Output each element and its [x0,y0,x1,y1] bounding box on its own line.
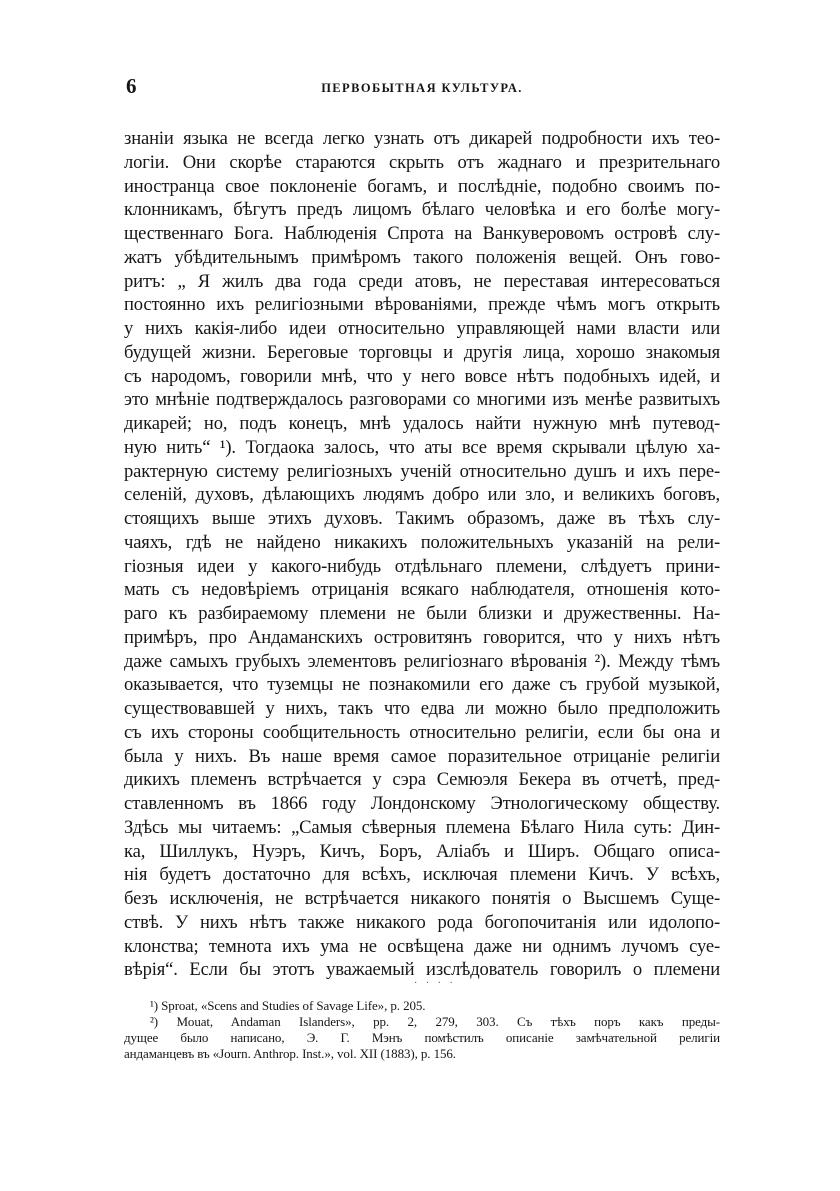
text-line: будущей жизни. Береговые торговцы и другія лица, хорошо знакомыя [124,341,720,363]
text-line: клонникамъ, бѣгутъ предъ лицомъ бѣлаго человѣка и его болѣе могу- [124,199,720,221]
text-line: дикарей; но, подъ конецъ, мнѣ удалось найти нужную мнѣ путевод- [124,413,720,434]
text-line: Здѣсь мы читаемъ: „Самыя сѣверныя племена Бѣлаго Нила суть: Дин- [124,816,720,838]
page-header [122,74,722,102]
text-line: безъ исключенія, не встрѣчается никакого понятія о Высшемъ Суще- [124,888,720,909]
text-line: съ ихъ стороны сообщительность относительно религіи, если бы она и [124,721,720,743]
text-line: стоящихъ выше этихъ духовъ. Такимъ образомъ, даже въ тѣхъ слу- [124,508,720,529]
page-number: 6 [126,74,137,98]
text-line: дикихъ племенъ встрѣчается у сэра Семюэля Бекера въ отчетѣ, пред- [124,769,720,791]
text-line: ставленномъ въ 1866 году Лондонскому Этнологическому обществу. [124,793,720,814]
text-line: щественнаго Бога. Наблюденія Спрота на Ванкуверовомъ островѣ слу- [124,223,720,244]
ornament-dots: · · · · [414,978,456,989]
text-line: существовавшей у нихъ, такъ что едва ли можно было предположить [124,698,720,719]
text-line: раго къ разбираемому племени не были близки и дружественны. На- [124,603,720,624]
footnotes [124,998,720,1062]
text-line: селеній, духовъ, дѣлающихъ людямъ добро или зло, и великихъ боговъ, [124,484,720,506]
text-line: оказывается, что туземцы не познакомили его даже съ грубой музыкой, [124,674,720,696]
body-text [124,127,720,982]
text-line: даже самыхъ грубыхъ элементовъ религіознаго вѣрованія ²). Между тѣмъ [124,650,720,672]
text-line: иностранца свое поклоненіе богамъ, и послѣдніе, подобно своимъ по- [124,175,720,197]
text-line: чаяхъ, гдѣ не найдено никакихъ положительныхъ указаній на рели- [124,531,720,553]
text-line: жатъ убѣдительнымъ примѣромъ такого положенія вещей. Онъ гово- [124,246,720,268]
text-line: была у нихъ. Въ наше время самое поразительное отрицаніе религіи [124,745,720,767]
text-line: клонства; темнота ихъ ума не освѣщена даже ни однимъ лучомъ суе- [124,935,720,957]
text-line: ствѣ. У нихъ нѣтъ также никакого рода богопочитанія или идолопо- [124,911,720,933]
text-line: вѣрія“. Если бы этотъ уважаемый изслѣдователь говорилъ о племени [124,959,720,981]
text-line: мать съ недовѣріемъ отрицанія всякаго наблюдателя, отношенія кото- [124,579,720,601]
footnote-2-line-3: андаманцевъ въ «Journ. Anthrop. Inst.», vol. XII (1883), p. 156. [124,1046,456,1061]
text-line: примѣръ, про Андаманскихъ островитянъ говорится, что у нихъ нѣтъ [124,626,720,648]
text-line: это мнѣніе подтверждалось разговорами со многими изъ менѣе развитыхъ [124,389,720,411]
text-line: ритъ: „ Я жилъ два года среди атовъ, не переставая интересоваться [124,270,720,292]
text-line: ка, Шиллукъ, Нуэръ, Кичъ, Боръ, Аліабъ и Ширъ. Общаго описа- [124,840,720,862]
text-line: у нихъ какія-либо идеи относительно управляющей нами власти или [124,318,720,339]
running-title: ПЕРВОБЫТНАЯ КУЛЬТУРА. [321,81,523,95]
footnote-1: ¹) Sproat, «Scens and Studies of Savage Life», p. 205. [150,998,426,1013]
footnote-2-line-1: ²) Mouat, Andaman Islanders», pp. 2, 279, 303. Съ тѣхъ поръ какъ преды- [150,1014,720,1029]
footnote-2-line-2: дущее было написано, Э. Г. Мэнъ помѣстилъ описаніе замѣчательной религіи [124,1030,720,1045]
text-line: нія будетъ достаточно для всѣхъ, исключая племени Кичъ. У всѣхъ, [124,864,720,886]
text-line: рактерную систему религіозныхъ ученій относительно душъ и ихъ пере- [124,460,720,482]
text-line: гіозныя идеи у какого-нибудь отдѣльнаго племени, слѣдуетъ прини- [124,555,720,577]
text-line: ную нить“ ¹). Тогдаока залось, что аты все время скрывали цѣлую ха- [124,436,720,458]
text-line: знаніи языка не всегда легко узнать отъ дикарей подробности ихъ тео- [124,128,720,149]
text-line: съ народомъ, говорили мнѣ, что у него вовсе нѣтъ подобныхъ идей, и [124,365,720,387]
text-line: постоянно ихъ религіозными вѣрованіями, прежде чѣмъ могъ открыть [124,294,720,316]
text-line: логіи. Они скорѣе стараются скрыть отъ жаднаго и презрительнаго [124,151,720,173]
